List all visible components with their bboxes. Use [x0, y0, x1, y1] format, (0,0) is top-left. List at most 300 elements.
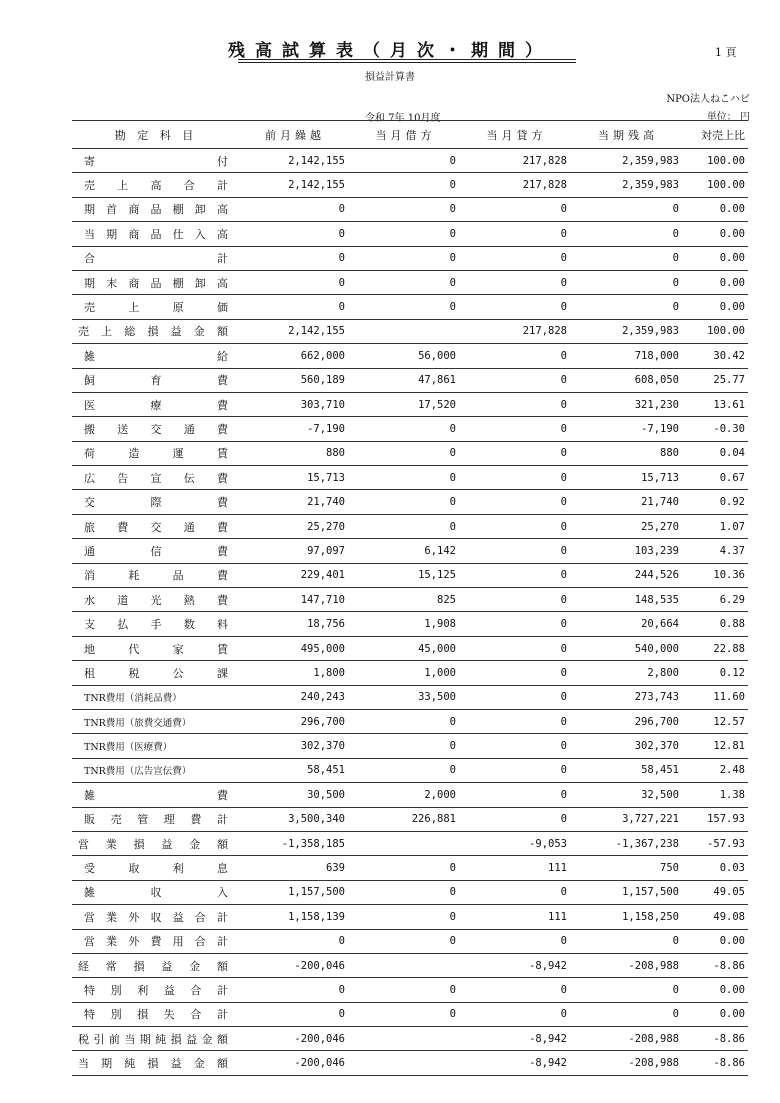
prev-balance-cell: -7,190 — [240, 417, 350, 441]
debit-cell: 0 — [350, 466, 461, 490]
debit-cell: 0 — [350, 295, 461, 319]
ratio-cell: 0.00 — [684, 978, 748, 1002]
account-name — [72, 758, 240, 782]
prev-balance-cell: 18,756 — [240, 612, 350, 636]
title-underline — [238, 59, 576, 60]
account-name-text: 営 業 外 費 用 合 計 — [84, 935, 228, 949]
ratio-cell: 13.61 — [684, 392, 748, 416]
balance-cell: 21,740 — [572, 490, 684, 514]
account-name-text: TNR費用（医療費） — [84, 742, 173, 754]
account-name — [72, 612, 240, 636]
account-name — [72, 978, 240, 1002]
credit-cell: 0 — [461, 978, 572, 1002]
account-name-text: 受 取 利 息 — [84, 862, 228, 876]
account-name — [72, 514, 240, 538]
prev-balance-cell: 303,710 — [240, 392, 350, 416]
account-name-text: 販 売 管 理 費 計 — [84, 813, 228, 827]
table-row — [72, 1002, 748, 1026]
credit-cell: 0 — [461, 392, 572, 416]
prev-balance-cell: 0 — [240, 222, 350, 246]
ratio-cell: 12.57 — [684, 709, 748, 733]
table-row — [72, 783, 748, 807]
balance-cell: 32,500 — [572, 783, 684, 807]
account-name — [72, 1027, 240, 1051]
table-header-row — [72, 121, 748, 149]
account-name — [72, 344, 240, 368]
account-name — [72, 905, 240, 929]
credit-cell: 0 — [461, 368, 572, 392]
account-name-text: 売 上 高 合 計 — [84, 179, 228, 193]
account-name-text: 旅 費 交 通 費 — [84, 520, 228, 534]
ratio-cell: 0.67 — [684, 466, 748, 490]
prev-balance-cell: 560,189 — [240, 368, 350, 392]
balance-cell: 103,239 — [572, 539, 684, 563]
debit-cell: 47,861 — [350, 368, 461, 392]
ratio-cell: -57.93 — [684, 831, 748, 855]
table-row — [72, 563, 748, 587]
balance-cell: 0 — [572, 197, 684, 221]
debit-cell: 0 — [350, 880, 461, 904]
debit-cell: 15,125 — [350, 563, 461, 587]
table-row — [72, 392, 748, 416]
account-name-text: 寄 付 — [84, 154, 228, 168]
table-row — [72, 1051, 748, 1075]
account-name — [72, 319, 240, 343]
table-row — [72, 1027, 748, 1051]
account-name — [72, 709, 240, 733]
account-name-text: 特 別 損 失 合 計 — [84, 1008, 228, 1022]
prev-balance-cell: 0 — [240, 978, 350, 1002]
ratio-cell: 0.00 — [684, 1002, 748, 1026]
ratio-cell: 10.36 — [684, 563, 748, 587]
credit-cell: 0 — [461, 417, 572, 441]
account-name — [72, 197, 240, 221]
prev-balance-cell: 25,270 — [240, 514, 350, 538]
prev-balance-cell: 21,740 — [240, 490, 350, 514]
balance-cell: 2,359,983 — [572, 319, 684, 343]
ratio-cell: 4.37 — [684, 539, 748, 563]
balance-cell: 0 — [572, 1002, 684, 1026]
balance-cell: -208,988 — [572, 1027, 684, 1051]
prev-balance-cell: 1,800 — [240, 661, 350, 685]
column-header-debit: 当月借方 — [350, 121, 461, 149]
ratio-cell: 0.00 — [684, 295, 748, 319]
account-name-text: 水 道 光 熱 費 — [84, 593, 228, 607]
credit-cell: -9,053 — [461, 831, 572, 855]
balance-cell: 0 — [572, 246, 684, 270]
balance-cell: 273,743 — [572, 685, 684, 709]
debit-cell: 0 — [350, 1002, 461, 1026]
account-name — [72, 880, 240, 904]
credit-cell: 0 — [461, 295, 572, 319]
account-name — [72, 588, 240, 612]
balance-cell: 0 — [572, 929, 684, 953]
debit-cell: 0 — [350, 758, 461, 782]
table-row — [72, 490, 748, 514]
prev-balance-cell: -1,358,185 — [240, 831, 350, 855]
prev-balance-cell: 2,142,155 — [240, 149, 350, 173]
balance-cell: 20,664 — [572, 612, 684, 636]
account-name-text: 売 上 原 価 — [84, 301, 228, 315]
account-name — [72, 466, 240, 490]
credit-cell: 0 — [461, 441, 572, 465]
credit-cell: -8,942 — [461, 1027, 572, 1051]
ratio-cell: 157.93 — [684, 807, 748, 831]
ratio-cell: 22.88 — [684, 636, 748, 660]
account-name-text: 交 際 費 — [84, 496, 228, 510]
table-row — [72, 295, 748, 319]
debit-cell: 0 — [350, 246, 461, 270]
account-name-text: 当 期 商 品 仕 入 高 — [84, 227, 228, 241]
prev-balance-cell: 495,000 — [240, 636, 350, 660]
ratio-cell: 11.60 — [684, 685, 748, 709]
table-row — [72, 539, 748, 563]
credit-cell: 0 — [461, 661, 572, 685]
account-name — [72, 953, 240, 977]
credit-cell: 0 — [461, 539, 572, 563]
prev-balance-cell: -200,046 — [240, 1027, 350, 1051]
prev-balance-cell: 302,370 — [240, 734, 350, 758]
debit-cell: 0 — [350, 978, 461, 1002]
balance-cell: 3,727,221 — [572, 807, 684, 831]
company-name: NPO法人ねこハビ — [666, 94, 750, 105]
debit-cell — [350, 1051, 461, 1075]
prev-balance-cell: 0 — [240, 295, 350, 319]
balance-cell: 2,359,983 — [572, 173, 684, 197]
table-row — [72, 197, 748, 221]
column-header-account: 勘 定 科 目 — [72, 121, 240, 149]
balance-cell: 58,451 — [572, 758, 684, 782]
balance-cell: 0 — [572, 270, 684, 294]
ratio-cell: 30.42 — [684, 344, 748, 368]
title-underline — [238, 62, 576, 63]
credit-cell: 0 — [461, 685, 572, 709]
credit-cell: 0 — [461, 929, 572, 953]
credit-cell: 0 — [461, 563, 572, 587]
account-name-text: 支 払 手 数 料 — [84, 618, 228, 632]
balance-cell: 0 — [572, 978, 684, 1002]
prev-balance-cell: 30,500 — [240, 783, 350, 807]
table-row — [72, 831, 748, 855]
debit-cell: 6,142 — [350, 539, 461, 563]
credit-cell: 0 — [461, 1002, 572, 1026]
ratio-cell: 1.38 — [684, 783, 748, 807]
table-row — [72, 758, 748, 782]
balance-cell: 608,050 — [572, 368, 684, 392]
balance-cell: 1,158,250 — [572, 905, 684, 929]
table-row — [72, 588, 748, 612]
ratio-cell: -8.86 — [684, 1027, 748, 1051]
credit-cell: 0 — [461, 783, 572, 807]
prev-balance-cell: 0 — [240, 1002, 350, 1026]
balance-cell: 880 — [572, 441, 684, 465]
prev-balance-cell: -200,046 — [240, 953, 350, 977]
credit-cell: 0 — [461, 246, 572, 270]
debit-cell: 825 — [350, 588, 461, 612]
table-row — [72, 734, 748, 758]
table-row — [72, 953, 748, 977]
account-name — [72, 368, 240, 392]
ratio-cell: 0.03 — [684, 856, 748, 880]
table-row — [72, 929, 748, 953]
account-name — [72, 856, 240, 880]
account-name — [72, 173, 240, 197]
account-name — [72, 246, 240, 270]
currency-unit: 単位： 円 — [706, 112, 750, 123]
prev-balance-cell: 240,243 — [240, 685, 350, 709]
ratio-cell: -0.30 — [684, 417, 748, 441]
table-row — [72, 466, 748, 490]
account-name — [72, 149, 240, 173]
debit-cell: 0 — [350, 514, 461, 538]
ratio-cell: 1.07 — [684, 514, 748, 538]
account-name — [72, 685, 240, 709]
ratio-cell: 0.00 — [684, 222, 748, 246]
table-body — [72, 149, 748, 1076]
debit-cell: 0 — [350, 441, 461, 465]
account-name-text: 消 耗 品 費 — [84, 569, 228, 583]
account-name-text: 医 療 費 — [84, 398, 228, 412]
balance-cell: 2,800 — [572, 661, 684, 685]
column-header-prev-balance: 前月繰越 — [240, 121, 350, 149]
credit-cell: 0 — [461, 222, 572, 246]
ratio-cell: 2.48 — [684, 758, 748, 782]
table-row — [72, 514, 748, 538]
debit-cell: 0 — [350, 270, 461, 294]
account-name — [72, 783, 240, 807]
credit-cell: 0 — [461, 466, 572, 490]
balance-cell: -208,988 — [572, 953, 684, 977]
prev-balance-cell: 880 — [240, 441, 350, 465]
credit-cell: 217,828 — [461, 149, 572, 173]
account-name-text: 当 期 純 損 益 金 額 — [78, 1057, 228, 1071]
ratio-cell: 100.00 — [684, 149, 748, 173]
account-name — [72, 270, 240, 294]
balance-cell: 750 — [572, 856, 684, 880]
table-row — [72, 880, 748, 904]
account-name-text: 期 末 商 品 棚 卸 高 — [84, 276, 228, 290]
account-name — [72, 636, 240, 660]
prev-balance-cell: 58,451 — [240, 758, 350, 782]
table-row — [72, 270, 748, 294]
prev-balance-cell: 2,142,155 — [240, 173, 350, 197]
credit-cell: 0 — [461, 758, 572, 782]
table-row — [72, 441, 748, 465]
prev-balance-cell: 1,157,500 — [240, 880, 350, 904]
account-name — [72, 661, 240, 685]
debit-cell: 226,881 — [350, 807, 461, 831]
credit-cell: 0 — [461, 270, 572, 294]
account-name-text: 特 別 利 益 合 計 — [84, 983, 228, 997]
credit-cell: 0 — [461, 636, 572, 660]
credit-cell: 0 — [461, 709, 572, 733]
prev-balance-cell: 662,000 — [240, 344, 350, 368]
account-name — [72, 417, 240, 441]
account-name-text: 営 業 損 益 金 額 — [78, 837, 228, 851]
debit-cell: 0 — [350, 490, 461, 514]
report-title: 残高試算表（月次・期間） — [228, 41, 552, 61]
balance-cell: 718,000 — [572, 344, 684, 368]
prev-balance-cell: 3,500,340 — [240, 807, 350, 831]
balance-cell: 302,370 — [572, 734, 684, 758]
credit-cell: 0 — [461, 490, 572, 514]
prev-balance-cell: 0 — [240, 270, 350, 294]
account-name-text: TNR費用（広告宣伝費） — [84, 766, 192, 778]
debit-cell: 0 — [350, 197, 461, 221]
account-name-text: 雑 収 入 — [84, 886, 228, 900]
balance-cell: 1,157,500 — [572, 880, 684, 904]
ratio-cell: 0.00 — [684, 197, 748, 221]
page-number: 1 頁 — [715, 46, 737, 59]
account-name-text: 広 告 宣 伝 費 — [84, 471, 228, 485]
credit-cell: 0 — [461, 344, 572, 368]
account-name-text: TNR費用（旅費交通費） — [84, 717, 192, 729]
balance-cell: 540,000 — [572, 636, 684, 660]
account-name — [72, 734, 240, 758]
credit-cell: 0 — [461, 807, 572, 831]
prev-balance-cell: 639 — [240, 856, 350, 880]
table-row — [72, 417, 748, 441]
credit-cell: 0 — [461, 880, 572, 904]
ratio-cell: -8.86 — [684, 1051, 748, 1075]
ratio-cell: 6.29 — [684, 588, 748, 612]
balance-cell: 15,713 — [572, 466, 684, 490]
debit-cell: 0 — [350, 709, 461, 733]
table-row — [72, 612, 748, 636]
table-row — [72, 368, 748, 392]
debit-cell: 2,000 — [350, 783, 461, 807]
balance-cell: 244,526 — [572, 563, 684, 587]
debit-cell: 56,000 — [350, 344, 461, 368]
table-row — [72, 173, 748, 197]
table-row — [72, 685, 748, 709]
ratio-cell: 0.12 — [684, 661, 748, 685]
ratio-cell: 100.00 — [684, 173, 748, 197]
debit-cell: 0 — [350, 173, 461, 197]
ratio-cell: 100.00 — [684, 319, 748, 343]
credit-cell: 217,828 — [461, 319, 572, 343]
account-name-text: TNR費用（消耗品費） — [84, 693, 182, 705]
account-name — [72, 222, 240, 246]
ratio-cell: -8.86 — [684, 953, 748, 977]
account-name-text: 税 引 前 当 期 純 損 益 金 額 — [78, 1032, 228, 1046]
credit-cell: -8,942 — [461, 953, 572, 977]
prev-balance-cell: 229,401 — [240, 563, 350, 587]
column-header-balance: 当期残高 — [572, 121, 684, 149]
credit-cell: 0 — [461, 197, 572, 221]
account-name-text: 租 税 公 課 — [84, 666, 228, 680]
debit-cell — [350, 319, 461, 343]
prev-balance-cell: 0 — [240, 929, 350, 953]
column-header-credit: 当月貸方 — [461, 121, 572, 149]
table-row — [72, 905, 748, 929]
account-name-text: 合 計 — [84, 252, 228, 266]
account-name-text: 経 常 損 益 金 額 — [78, 959, 228, 973]
balance-cell: -7,190 — [572, 417, 684, 441]
table-row — [72, 978, 748, 1002]
prev-balance-cell: 15,713 — [240, 466, 350, 490]
balance-cell: 0 — [572, 222, 684, 246]
account-name — [72, 831, 240, 855]
table-row — [72, 709, 748, 733]
account-name-text: 雑 給 — [84, 349, 228, 363]
debit-cell: 33,500 — [350, 685, 461, 709]
account-name-text: 期 首 商 品 棚 卸 高 — [84, 203, 228, 217]
debit-cell: 0 — [350, 856, 461, 880]
debit-cell: 45,000 — [350, 636, 461, 660]
ratio-cell: 0.88 — [684, 612, 748, 636]
debit-cell: 0 — [350, 222, 461, 246]
credit-cell: 217,828 — [461, 173, 572, 197]
balance-cell: 2,359,983 — [572, 149, 684, 173]
account-name-text: 営 業 外 収 益 合 計 — [84, 910, 228, 924]
account-name — [72, 1002, 240, 1026]
prev-balance-cell: 1,158,139 — [240, 905, 350, 929]
ratio-cell: 0.00 — [684, 929, 748, 953]
account-name — [72, 929, 240, 953]
debit-cell: 0 — [350, 417, 461, 441]
balance-cell: 296,700 — [572, 709, 684, 733]
balance-cell: -1,367,238 — [572, 831, 684, 855]
account-name-text: 飼 育 費 — [84, 374, 228, 388]
account-name-text: 雑 費 — [84, 788, 228, 802]
table-row — [72, 807, 748, 831]
ratio-cell: 49.05 — [684, 880, 748, 904]
report-subtitle: 損益計算書 — [365, 72, 415, 83]
ratio-cell: 0.00 — [684, 246, 748, 270]
ratio-cell: 49.08 — [684, 905, 748, 929]
column-header-ratio: 対売上比 — [684, 121, 748, 149]
prev-balance-cell: -200,046 — [240, 1051, 350, 1075]
debit-cell — [350, 1027, 461, 1051]
table-row — [72, 319, 748, 343]
credit-cell: 0 — [461, 588, 572, 612]
prev-balance-cell: 0 — [240, 246, 350, 270]
debit-cell: 0 — [350, 929, 461, 953]
debit-cell — [350, 953, 461, 977]
debit-cell: 1,908 — [350, 612, 461, 636]
balance-cell: 148,535 — [572, 588, 684, 612]
debit-cell: 17,520 — [350, 392, 461, 416]
credit-cell: 0 — [461, 612, 572, 636]
account-name-text: 通 信 費 — [84, 544, 228, 558]
balance-cell: 0 — [572, 295, 684, 319]
account-name-text: 売 上 総 損 益 金 額 — [78, 325, 228, 339]
debit-cell — [350, 831, 461, 855]
table-row — [72, 344, 748, 368]
ratio-cell: 0.92 — [684, 490, 748, 514]
account-name — [72, 1051, 240, 1075]
table-row — [72, 149, 748, 173]
account-name — [72, 490, 240, 514]
ratio-cell: 12.81 — [684, 734, 748, 758]
account-name-text: 搬 送 交 通 費 — [84, 422, 228, 436]
account-name-text: 荷 造 運 賃 — [84, 447, 228, 461]
account-name — [72, 807, 240, 831]
credit-cell: 0 — [461, 734, 572, 758]
account-name — [72, 539, 240, 563]
credit-cell: 0 — [461, 514, 572, 538]
debit-cell: 0 — [350, 734, 461, 758]
table-row — [72, 246, 748, 270]
ratio-cell: 0.04 — [684, 441, 748, 465]
ratio-cell: 0.00 — [684, 270, 748, 294]
prev-balance-cell: 147,710 — [240, 588, 350, 612]
account-name — [72, 563, 240, 587]
debit-cell: 0 — [350, 149, 461, 173]
account-name — [72, 441, 240, 465]
credit-cell: 111 — [461, 856, 572, 880]
